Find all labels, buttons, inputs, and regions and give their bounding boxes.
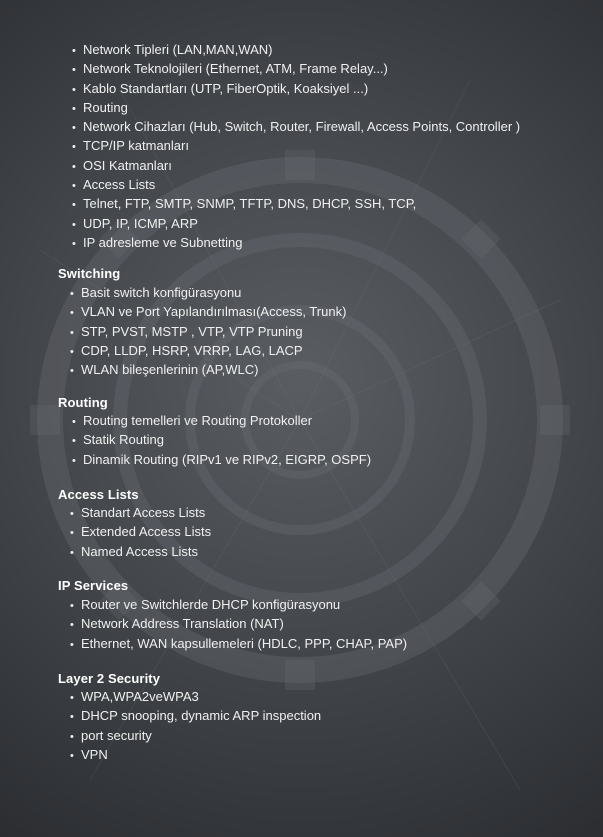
list-item: • Telnet, FTP, SMTP, SNMP, TFTP, DNS, DHCP, SSH, TCP, [72,195,520,214]
list-item: • Basit switch konfigürasyonu [70,284,346,303]
list-item: • TCP/IP katmanları [72,137,520,156]
bullet-icon: • [72,102,76,115]
bullet-icon: • [72,141,76,154]
bullet-icon: • [70,730,74,743]
bullet-icon: • [70,546,74,559]
list-item: • Extended Access Lists [70,523,211,542]
bullet-icon: • [70,307,74,320]
bullet-icon: • [72,160,76,173]
access-lists-list [70,504,211,562]
list-item: • OSI Katmanları [72,157,520,176]
list-item: • Network Address Translation (NAT) [70,615,407,634]
switching-list [70,284,346,380]
list-item: • Network Tipleri (LAN,MAN,WAN) [72,41,520,60]
ip-services-list [70,596,407,654]
list-item: • VLAN ve Port Yapılandırılması(Access, Trunk) [70,303,346,322]
bullet-icon: • [72,64,76,77]
general-topics-list [72,41,520,253]
list-item: • IP adresleme ve Subnetting [72,234,520,253]
list-item: • Statik Routing [72,431,371,450]
bullet-icon: • [72,45,76,57]
bullet-icon: • [70,749,74,762]
list-item: • Access Lists [72,176,520,195]
list-item: • Named Access Lists [70,543,211,562]
section-title-ip-services: IP Services [58,578,129,593]
list-item: • port security [70,727,321,746]
list-item: • UDP, IP, ICMP, ARP [72,215,520,234]
bullet-icon: • [72,122,76,135]
list-item: • WPA,WPA2veWPA3 [70,688,321,707]
list-item: • WLAN bileşenlerinin (AP,WLC) [70,361,346,380]
list-item: • Network Teknolojileri (Ethernet, ATM, Frame Relay...) [72,60,520,79]
list-item: • Network Cihazları (Hub, Switch, Router, Firewall, Access Points, Controller ) [72,118,520,137]
list-item: • VPN [70,746,321,765]
section-title-layer2-security: Layer 2 Security [58,671,161,686]
bullet-icon: • [72,454,76,467]
bullet-icon: • [72,199,76,212]
layer2-security-list [70,688,321,765]
bullet-icon: • [70,508,74,520]
bullet-icon: • [70,600,74,612]
bullet-icon: • [72,218,76,231]
bullet-icon: • [70,619,74,632]
bullet-icon: • [72,180,76,193]
list-item: • DHCP snooping, dynamic ARP inspection [70,707,321,726]
list-item: • Ethernet, WAN kapsullemeleri (HDLC, PPP, CHAP, PAP) [70,635,407,654]
section-title-routing: Routing [58,395,108,410]
bullet-icon: • [70,345,74,358]
list-item: • Routing [72,99,520,118]
list-item: • Dinamik Routing (RIPv1 ve RIPv2, EIGRP, OSPF) [72,451,371,470]
bullet-icon: • [70,692,74,704]
bullet-icon: • [72,83,76,96]
bullet-icon: • [70,288,74,300]
list-item: • CDP, LLDP, HSRP, VRRP, LAG, LACP [70,342,346,361]
section-title-access-lists: Access Lists [58,487,139,502]
routing-list [72,412,371,470]
bullet-icon: • [70,527,74,540]
bullet-icon: • [70,326,74,339]
bullet-icon: • [72,435,76,448]
section-title-switching: Switching [58,266,121,281]
bullet-icon: • [72,237,76,250]
bullet-icon: • [70,638,74,651]
list-item: • STP, PVST, MSTP , VTP, VTP Pruning [70,323,346,342]
list-item: • Router ve Switchlerde DHCP konfigürasyonu [70,596,407,615]
list-item: • Kablo Standartları (UTP, FiberOptik, Koaksiyel ...) [72,80,520,99]
bullet-icon: • [70,711,74,724]
bullet-icon: • [70,365,74,378]
bullet-icon: • [72,416,76,428]
list-item: • Routing temelleri ve Routing Protokoller [72,412,371,431]
list-item: • Standart Access Lists [70,504,211,523]
